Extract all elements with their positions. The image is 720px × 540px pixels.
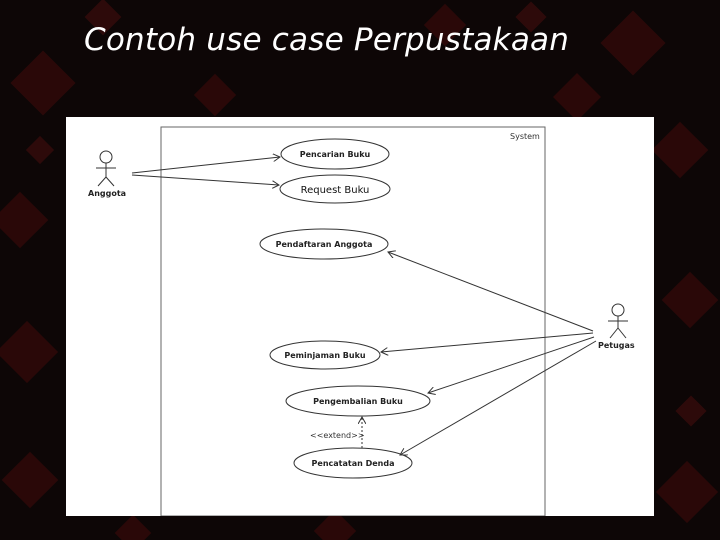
association-anggota-request bbox=[132, 175, 279, 185]
actor-petugas bbox=[598, 304, 635, 350]
extend-label: <<extend>> bbox=[310, 431, 365, 440]
association-petugas-pendaftaran bbox=[388, 252, 593, 331]
use-case-pencarian-buku bbox=[281, 139, 389, 169]
use-case-diagram bbox=[66, 117, 654, 516]
association-petugas-peminjaman bbox=[381, 333, 593, 352]
use-case-pencatatan-denda bbox=[294, 448, 412, 478]
use-case-pencatatan-denda-label: Pencatatan Denda bbox=[311, 459, 395, 468]
label-cover bbox=[415, 161, 508, 181]
use-case-pengembalian-buku-label: Pengembalian Buku bbox=[313, 397, 403, 406]
system-label: System bbox=[510, 132, 540, 141]
use-case-peminjaman-buku bbox=[270, 341, 380, 369]
use-case-pendaftaran-anggota-label: Pendaftaran Anggota bbox=[275, 240, 373, 249]
use-case-pengembalian-buku bbox=[286, 386, 430, 416]
actor-petugas-label: Petugas bbox=[598, 341, 635, 350]
association-anggota-pencarian bbox=[132, 157, 280, 173]
actor-anggota-label: Anggota bbox=[88, 189, 127, 198]
use-case-request-buku bbox=[280, 175, 390, 203]
use-case-pendaftaran-anggota bbox=[260, 229, 388, 259]
diagram-canvas bbox=[66, 117, 654, 516]
actor-petugas-head bbox=[612, 304, 624, 316]
association-petugas-pencatatan bbox=[400, 341, 596, 455]
actor-anggota-head bbox=[100, 151, 112, 163]
actor-anggota bbox=[88, 151, 126, 198]
use-case-peminjaman-buku-label: Peminjaman Buku bbox=[284, 351, 366, 360]
use-case-pencarian-buku-label: Pencarian Buku bbox=[299, 150, 371, 159]
use-case-request-buku-label: Request Buku bbox=[300, 185, 370, 196]
slide-title: Contoh use case Perpustakaan bbox=[84, 22, 570, 58]
